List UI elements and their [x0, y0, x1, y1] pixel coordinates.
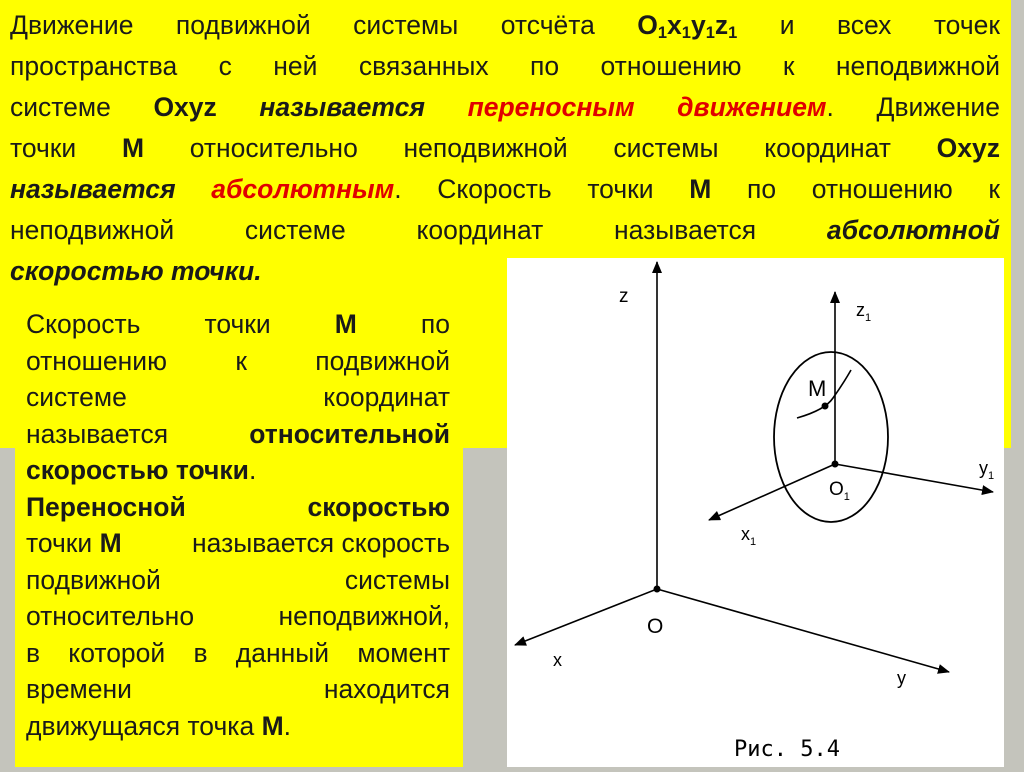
label-O: O — [647, 615, 664, 638]
top-paragraph — [10, 5, 1000, 292]
absolute-motion-term: абсолютным — [211, 174, 395, 204]
reference-frames-diagram — [507, 258, 1004, 767]
transport-motion-term: переносным движением — [467, 92, 827, 122]
left-line-9: относительно неподвижной, — [26, 601, 450, 631]
label-x1: $x_1$ — [741, 524, 757, 548]
top-line-5: называется абсолютным. Скорость точки M по отношению к — [10, 174, 1000, 204]
y1-axis — [835, 464, 993, 492]
moving-system-label: $O_1x_1y_1z_1$ — [637, 10, 738, 43]
left-line-2: отношению к подвижной — [26, 345, 450, 376]
top-line-4: точки M относительно неподвижной системы координат Oxyz — [10, 133, 1001, 163]
transport-velocity-term: Переносной — [26, 491, 186, 522]
left-line-8: подвижной системы — [26, 564, 450, 595]
x1-axis — [709, 464, 835, 520]
top-line-7: скоростью точки. — [10, 256, 262, 286]
origin-O-point — [654, 586, 661, 593]
fixed-system-label: Oxyz — [153, 92, 217, 122]
top-line-2: пространства с ней связанных по отношению к неподвижной — [10, 51, 1000, 81]
left-paragraph — [26, 306, 450, 744]
label-x: x — [553, 650, 562, 670]
label-y1: $y_1$ — [979, 458, 995, 482]
left-line-10: в которой в данный момент — [26, 637, 450, 668]
left-line-1: Скорость точки M по — [26, 309, 450, 339]
left-line-4: называется относительной — [26, 416, 450, 453]
label-O1: $O_1$ — [829, 479, 850, 503]
point-M — [822, 403, 829, 410]
top-line-1: Движение подвижной системы отсчёта $O_1x_1y_1z_1$ и всех точек — [10, 10, 1000, 43]
origin-O1-point — [832, 461, 839, 468]
left-line-12: движущаяся точка M. — [26, 710, 292, 741]
x-axis — [515, 589, 657, 645]
absolute-velocity-term: абсолютной — [826, 215, 1000, 245]
y-axis — [657, 589, 949, 672]
label-z: z — [619, 286, 629, 307]
top-line-6: неподвижной системе координат называется абсолютной — [10, 215, 1000, 245]
left-line-7: точки M называется скорость — [26, 528, 450, 558]
top-line-3: системе Oxyz называется переносным движением. Движение — [10, 92, 1000, 122]
label-M: M — [808, 376, 827, 401]
relative-velocity-term: относительной — [249, 418, 450, 449]
figure-5-4 — [507, 258, 1004, 767]
left-line-6: Переносной скоростью — [26, 489, 450, 526]
left-line-5: скоростью точки. — [26, 455, 257, 485]
left-line-3: системе координат — [26, 382, 450, 412]
figure-caption: Рис. 5.4 — [734, 737, 840, 762]
label-z1: $z_1$ — [856, 300, 872, 324]
left-line-11: времени находится — [26, 674, 450, 704]
label-y: y — [897, 668, 906, 688]
